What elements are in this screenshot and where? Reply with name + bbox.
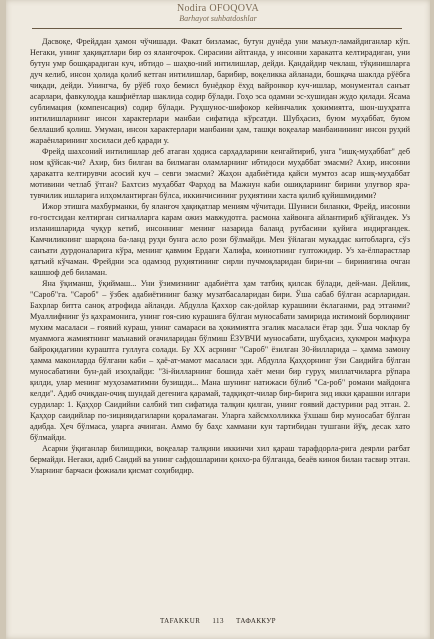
- paragraph: Фрейд шахсоний интилишлар деб атаган ҳодиса сарҳадларини кенгайтириб, унга "ишқ-муҳаббат" деб ном қўйсак-чи? Ахир, биз билган ва билмаган оламларнинг ибтидоси муҳаббат эмасми? Ахир, инсонни ҳаракатга келтирувчи асосий куч – севги эмасми? Жаҳон адабиётида қайси мумтоз асар ишқ-муҳаббат мотивини четлаб ўтган? Бахтсиз муҳаббат Фарҳод ва Мажнун каби ошиқларнинг бирини улуғвор яра-тувчилик ишларига илҳомлантирган бўлса, иккинчисининг руҳиятини хаста қилиб қуйишмидими?: [30, 147, 410, 200]
- footer-journal-latin: TAFAKKUR: [160, 617, 201, 625]
- page-number: 113: [212, 617, 224, 625]
- paragraph: Яна ўқиманш, ўқиймаш... Уни ўзимизнинг адабиётга ҳам татбиқ қилсак бўлади, дей-ман. Дейлик, "Сароб"га. "Сароб" – ўзбек адабиётининг базқу музатбасаларидан бири. Ўша сабаб бўлган асарларидан. Бахрлар битта саноқ атрофида айланди. Абдулла Қаххор сак-дойлар курашини ёклаганми, рад этганми? Муаллифнинг ўз қахрамонига, унинг гоя-сию курашига бўлган муносабати замирида иктимоий борлиқнинг мухим масаласи – ғоявий кураш, унинг самараси ва ҳокимиятга эгалик масаласи ётар эди. Ўша чоклар бу муаммога жамиятнинг маънавий оғачиларидан бўлмиш ЁЗУВЧИ муносабати, шубҳасиз, ҳукмрон мафкура байроқидагини кураштга гуллуга солади. Бу ХХ асрнинг "Сароб" ёзилган 30-йилларида – ҳамма замону ҳамма маконларда бўлгани каби – ҳаё-ат-мамот масаласи эди. Абдулла Қаҳҳорнинг ўзи Саидийга бўлган муносабатини бун-дай изоҳлайди: "3i-йилларнинг бошида хаёт мени бир гуруҳ миллатчиларга рўпара қилди, улар менинг муҳозаматимни бузишди... Мана шунинг натижаси бўлиб "Са-роб" романи майдонга келди". Адиб очиқдан-очиқ шундай дегенига қарамай, тадқиқот-чилар бир-бирига зид икки қарашни илгари сурдилар: 1. Қаҳҳор Саидийни салбий тип сифатида талқин қилган, унинг ғоявий дастурини рад этган. 2. Қаҳҳор саидийлар по-зицияидагиларни қораламаган. Уларга хайсмхолликка ўхшаш бир муносабат бўлган адибда. Ҳеч бўлмаса, уларга ачинган. Аммо бу баҳс хаммани кун тартибидан тушгани йўқ, десак хато бўлмайди.: [30, 279, 410, 442]
- article-body: [30, 36, 410, 476]
- header-rule: [32, 28, 402, 29]
- paragraph: Дасвоқе, Фрейддан ҳамон чўчишади. Факат бизламас, бутун дунёда уни маъкул-ламайдиганлар кўп. Негаки, унинг ҳақиқатлари бир оз яланғочрок. Сирасини айтганда, у инсонни харакатга келтирадиган, уни бутун умр бошқарадиган куч, ибтидо – шаҳво-ний интилишлар, дейди. Қандайдир чеклаш, тўқинишларга дуч келиб, инсон ҳолида қолиб кетган интилишлар, барибир, воқеликка айланади, бошқача шаклда рўёбга чиқади, дейди. Унингча, бу рўёб гоҳо бемисл бунёдкор ёхуд вайронкор куч-ишлар, монументал санъат асарлари, фавкулодда кашфиётлар шаклида содир бўлади. Гоҳо эса одамни эс-хушидан жудо қилади. Ясама сублимация (компенсация) содир бўлади. Руҳшунос-шифокор кейинчалик ҳокимиятга, шон-шуҳратга интилишларнинг инсон характерлари манбаи сифатида кўрсатди. Шубҳасиз, буюм муҳаббат, буюм беллашиб қолиш. Умуман, инсон характерлари манбаини ҳам, ташқи воқеалар манбаинининг инсон руҳий жараёнларининг хосилаcи деб қаради у.: [30, 37, 410, 145]
- author-name: Nodira OFOQOVA: [176, 3, 260, 14]
- page-footer: [6, 617, 430, 625]
- running-header: [6, 3, 430, 23]
- book-page: [6, 0, 430, 639]
- article-subtitle: Barhayot suhbatdoshlar: [179, 14, 257, 23]
- paragraph: Асарни ўқиганлар билишдики, воқеалар талқини иккинчи хил қараш тарафдорла-рига деярли рағбат бермайди. Негаки, адиб Саидий ва унинг сафдошларини қонхо-ра бўлганда, беаёв киноя билан тасвир этган. Уларнинг барчаси фожиали қисмат соҳибидир.: [30, 444, 410, 475]
- paragraph: Ижор этишга махбурманки, бу яланғоч ҳақиқатлар мениям чўчитади. Шуниси биланки, Фрейд, инсонни ғо-гостсидан келтирган сигналларга карам ожиз мавжудотга. расмона хайвонга айлантириб қўйгандек. Уз изланишларида чуқур кетиб, инсоннинг менинг назарида баланд рутбасини қуйига индиргандек. Камчиликнинг шарқона ба-ланд руҳи бунга асло рози бўлмайди. Мен ўйлаган мукаддас китобларга, сўз санъати дурдоналарига кўра, менинг қавмим Ердаги Халифа, коинотнинг гултожидир. Уз ха-ёлпарастлар қатъий кўчаман. Фрейдни эса одамзод руҳиятининг сирли пучмоқларидан бири-ни – биринигина очган кашшоф деб биламан.: [30, 202, 410, 277]
- footer-journal-cyrillic: ТАФАККУР: [236, 617, 276, 625]
